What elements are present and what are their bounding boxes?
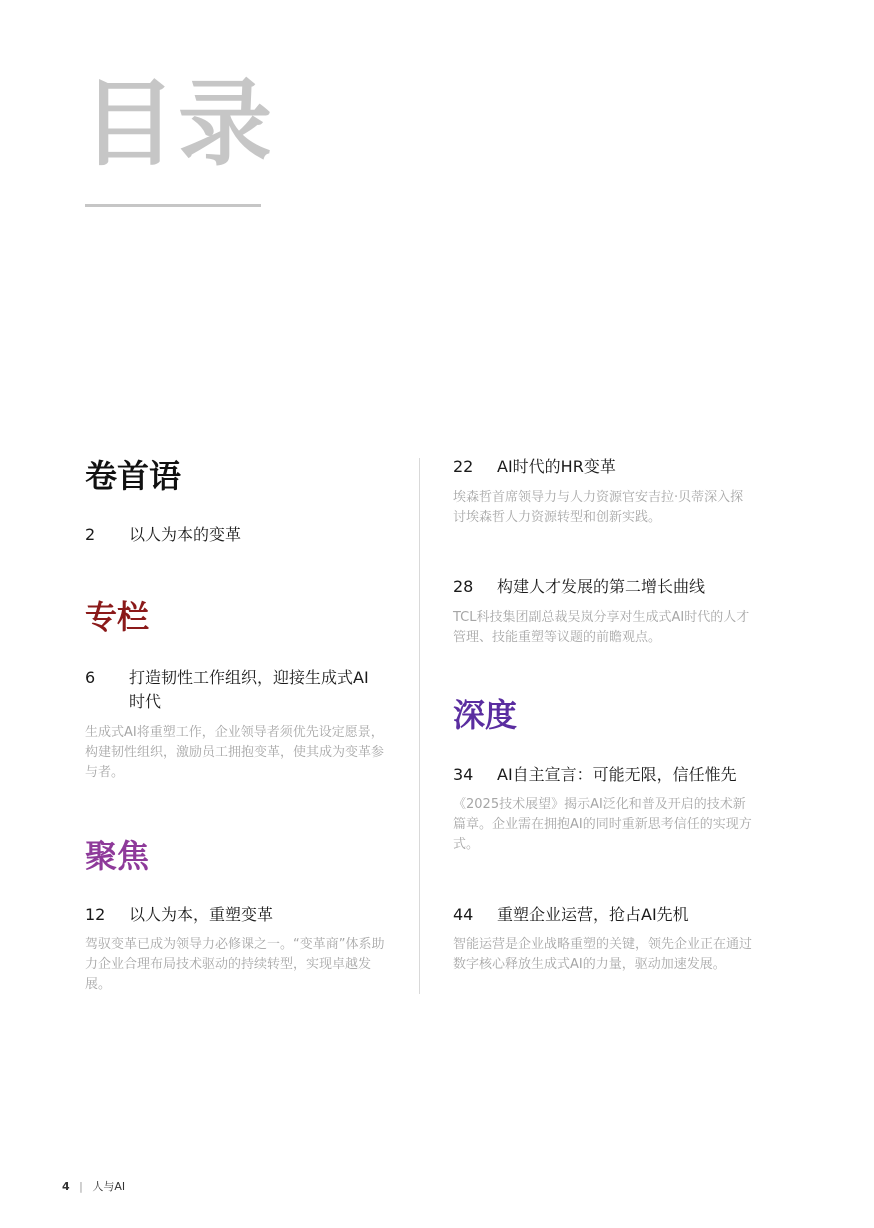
footer-separator: | — [79, 1180, 83, 1193]
entry-description: 智能运营是企业战略重塑的关键，领先企业正在通过数字核心释放生成式AI的力量，驱动加速发展。 — [453, 937, 753, 972]
entry-title: 以人为本的变革 — [129, 525, 242, 544]
entry-page-number: 34 — [453, 765, 474, 784]
entry-title: 打造韧性工作组织，迎接生成式AI时代 — [129, 668, 369, 711]
entry-page-number: 6 — [85, 668, 96, 687]
section-heading-zhuanlan: 专栏 — [85, 598, 150, 636]
entry-title: 构建人才发展的第二增长曲线 — [497, 577, 706, 596]
entry-page-number: 28 — [453, 577, 474, 596]
entry-description: 驾驭变革已成为领导力必修课之一。“变革商”体系助力企业合理布局技术驱动的持续转型，实现卓越发展。 — [85, 937, 385, 992]
entry-description: TCL科技集团副总裁吴岚分享对生成式AI时代的人才管理、技能重塑等议题的前瞻观点。 — [453, 610, 750, 645]
footer-publication-name: 人与AI — [92, 1180, 126, 1193]
footer-page-number: 4 — [62, 1180, 70, 1193]
entry-description: 生成式AI将重塑工作，企业领导者须优先设定愿景，构建韧性组织，激励员工拥抱变革，使其成为变革参与者。 — [85, 725, 385, 780]
entry-title: AI自主宣言：可能无限，信任惟先 — [497, 765, 737, 784]
entry-description: 《2025技术展望》揭示AI泛化和普及开启的技术新篇章。企业需在拥抱AI的同时重新思考信任的实现方式。 — [453, 797, 752, 852]
entry-page-number: 2 — [85, 525, 96, 544]
entry-title: 重塑企业运营，抢占AI先机 — [497, 905, 689, 924]
entry-title: 以人为本，重塑变革 — [129, 905, 274, 924]
entry-page-number: 22 — [453, 457, 474, 476]
entry-title: AI时代的HR变革 — [497, 457, 616, 476]
entry-page-number: 12 — [85, 905, 106, 924]
title-underline — [85, 204, 261, 207]
page-footer — [62, 1178, 125, 1194]
section-heading-shendu: 深度 — [453, 696, 518, 734]
entry-page-number: 44 — [453, 905, 474, 924]
section-heading-juanshouyu: 卷首语 — [85, 457, 182, 495]
section-heading-jujiao: 聚焦 — [85, 837, 150, 875]
column-divider — [419, 458, 420, 994]
page-title: 目录 — [82, 70, 275, 179]
entry-description: 埃森哲首席领导力与人力资源官安吉拉·贝蒂深入探讨埃森哲人力资源转型和创新实践。 — [453, 490, 744, 525]
